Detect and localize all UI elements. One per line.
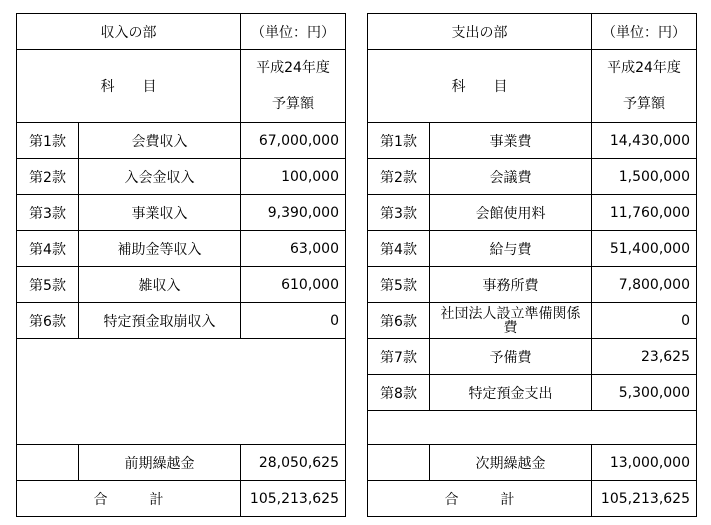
- income-table: [16, 13, 346, 517]
- item-amount: 0: [241, 303, 346, 339]
- carry-row: [368, 445, 697, 481]
- carry-amount: 13,000,000: [592, 445, 697, 481]
- income-subject-header: 科 目: [17, 50, 241, 123]
- table-row: [368, 303, 697, 339]
- item-name: 事務所費: [430, 267, 592, 303]
- item-name: 特定預金支出: [430, 375, 592, 411]
- empty-area: [17, 339, 346, 445]
- item-amount: 63,000: [241, 231, 346, 267]
- item-name: 特定預金取崩収入: [79, 303, 241, 339]
- item-amount: 1,500,000: [592, 159, 697, 195]
- item-name: 補助金等収入: [79, 231, 241, 267]
- item-name: 入会金収入: [79, 159, 241, 195]
- item-number: 第2款: [368, 159, 430, 195]
- empty-area: [368, 411, 697, 445]
- item-name: 給与費: [430, 231, 592, 267]
- carry-row: [17, 445, 346, 481]
- item-number: 第1款: [368, 123, 430, 159]
- income-title: 収入の部: [17, 14, 241, 50]
- item-name: 社団法人設立準備関係費: [430, 303, 592, 339]
- carry-name: 前期繰越金: [79, 445, 241, 481]
- expense-subject-header: 科 目: [368, 50, 592, 123]
- table-row: [368, 159, 697, 195]
- item-number: 第6款: [17, 303, 79, 339]
- item-name: 雑収入: [79, 267, 241, 303]
- item-amount: 67,000,000: [241, 123, 346, 159]
- expense-table: [367, 13, 697, 517]
- item-amount: 100,000: [241, 159, 346, 195]
- item-number: 第2款: [17, 159, 79, 195]
- item-number: 第3款: [368, 195, 430, 231]
- table-row: [368, 375, 697, 411]
- expense-budget-header-year: 平成24年度: [607, 60, 681, 76]
- expense-title: 支出の部: [368, 14, 592, 50]
- table-row: [17, 123, 346, 159]
- item-name: 予備費: [430, 339, 592, 375]
- item-number: 第1款: [17, 123, 79, 159]
- table-row: [17, 195, 346, 231]
- item-number: 第8款: [368, 375, 430, 411]
- income-budget-header: [241, 50, 346, 123]
- blank-cell: [17, 339, 346, 445]
- item-amount: 610,000: [241, 267, 346, 303]
- table-row: [368, 231, 697, 267]
- table-row: [17, 231, 346, 267]
- blank-cell: [368, 445, 430, 481]
- total-label: 合 計: [17, 481, 241, 517]
- expense-budget-header-amount: 予算額: [623, 96, 665, 112]
- table-row: [368, 267, 697, 303]
- item-amount: 14,430,000: [592, 123, 697, 159]
- total-row: [368, 481, 697, 517]
- item-name: 事業費: [430, 123, 592, 159]
- item-name: 会議費: [430, 159, 592, 195]
- table-row: [368, 195, 697, 231]
- total-row: [17, 481, 346, 517]
- item-number: 第6款: [368, 303, 430, 339]
- item-number: 第5款: [368, 267, 430, 303]
- item-amount: 7,800,000: [592, 267, 697, 303]
- item-name: 事業収入: [79, 195, 241, 231]
- expense-unit: （単位：円）: [592, 14, 697, 50]
- item-number: 第4款: [368, 231, 430, 267]
- blank-cell: [17, 445, 79, 481]
- total-amount: 105,213,625: [592, 481, 697, 517]
- item-number: 第5款: [17, 267, 79, 303]
- item-name: 会費収入: [79, 123, 241, 159]
- item-number: 第4款: [17, 231, 79, 267]
- item-amount: 0: [592, 303, 697, 339]
- table-row: [17, 303, 346, 339]
- carry-name: 次期繰越金: [430, 445, 592, 481]
- item-name: 会館使用料: [430, 195, 592, 231]
- income-budget-header-year: 平成24年度: [256, 60, 330, 76]
- income-unit: （単位：円）: [241, 14, 346, 50]
- table-row: [368, 123, 697, 159]
- item-amount: 51,400,000: [592, 231, 697, 267]
- carry-amount: 28,050,625: [241, 445, 346, 481]
- total-amount: 105,213,625: [241, 481, 346, 517]
- income-budget-header-amount: 予算額: [272, 96, 314, 112]
- table-row: [17, 159, 346, 195]
- item-amount: 23,625: [592, 339, 697, 375]
- table-row: [17, 267, 346, 303]
- item-number: 第3款: [17, 195, 79, 231]
- item-amount: 9,390,000: [241, 195, 346, 231]
- blank-cell: [368, 411, 697, 445]
- item-amount: 11,760,000: [592, 195, 697, 231]
- item-number: 第7款: [368, 339, 430, 375]
- total-label: 合 計: [368, 481, 592, 517]
- expense-budget-header: [592, 50, 697, 123]
- table-row: [368, 339, 697, 375]
- item-amount: 5,300,000: [592, 375, 697, 411]
